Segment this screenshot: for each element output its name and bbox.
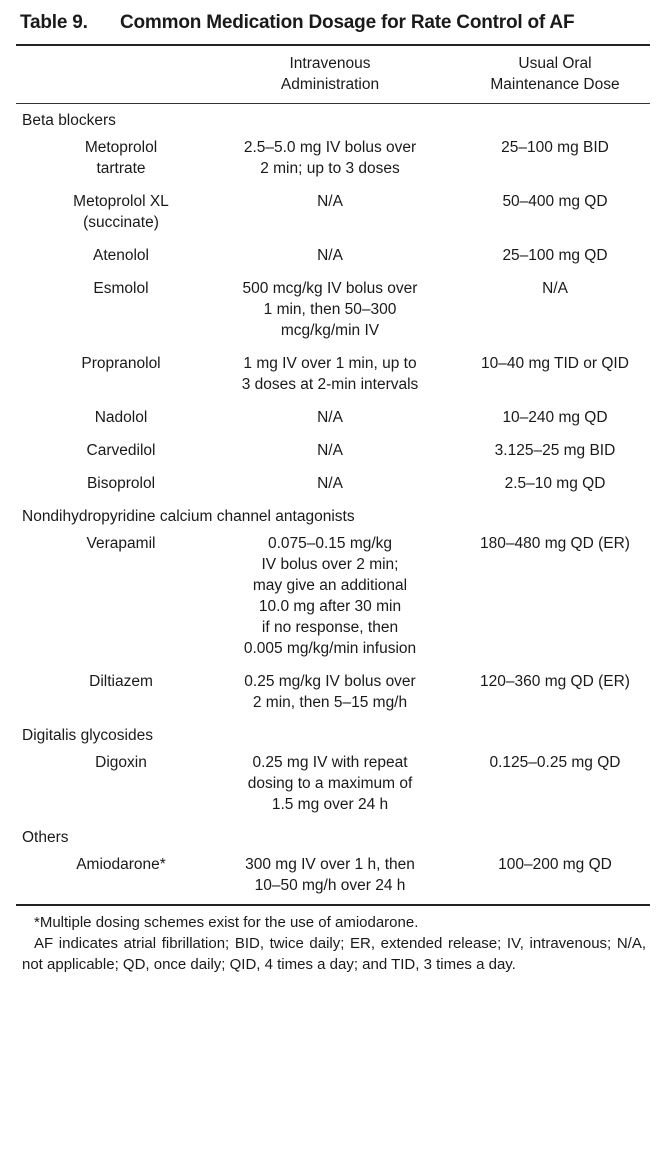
oral-dose-cell-text	[460, 533, 650, 554]
drug-name-cell	[16, 434, 200, 467]
oral-dose-cell-text	[460, 440, 650, 461]
iv-dose-cell-text	[200, 671, 460, 713]
group-row	[16, 821, 650, 852]
cell-line: 1 mg IV over 1 min, up to	[243, 355, 417, 372]
iv-dose-cell-text	[200, 191, 460, 212]
cell-line: Esmolol	[93, 280, 149, 297]
iv-dose-cell-text	[200, 245, 460, 266]
iv-dose-cell	[200, 401, 460, 434]
header-oral: Usual Oral Maintenance Dose	[490, 55, 620, 93]
iv-dose-cell-text	[200, 353, 460, 395]
cell-line: 100–200 mg QD	[498, 856, 612, 873]
oral-dose-cell	[460, 750, 650, 821]
drug-name-cell-text	[76, 854, 166, 875]
drug-name-cell-text	[81, 353, 160, 374]
oral-dose-cell	[460, 135, 650, 185]
iv-dose-cell-text	[200, 752, 460, 815]
drug-name-cell-text	[85, 137, 157, 179]
table-title	[16, 10, 650, 36]
footnote-amiodarone: *Multiple dosing schemes exist for the use of amiodarone.	[34, 914, 419, 931]
cell-line: 10–40 mg TID or QID	[481, 355, 629, 372]
oral-dose-cell	[460, 665, 650, 719]
iv-dose-cell	[200, 467, 460, 500]
cell-line: 120–360 mg QD (ER)	[480, 673, 630, 690]
drug-name-cell	[16, 135, 200, 185]
table-row	[16, 531, 650, 665]
table-row	[16, 185, 650, 239]
iv-dose-cell-text	[200, 854, 460, 896]
cell-line: Diltiazem	[89, 673, 153, 690]
oral-dose-cell	[460, 401, 650, 434]
iv-dose-cell	[200, 531, 460, 665]
drug-name-cell-text	[87, 473, 155, 494]
cell-line: Metoprolol XL	[73, 193, 169, 210]
drug-name-cell-text	[87, 440, 156, 461]
table-row	[16, 272, 650, 347]
drug-name-cell	[16, 852, 200, 902]
cell-line: 0.005 mg/kg/min infusion	[243, 640, 417, 657]
drug-name-cell	[16, 272, 200, 347]
cell-line: 1 min, then 50–300	[263, 301, 397, 318]
table-row	[16, 852, 650, 902]
drug-name-cell	[16, 239, 200, 272]
drug-name-cell-text	[73, 191, 169, 233]
cell-line: 500 mcg/kg IV bolus over	[242, 280, 418, 297]
cell-line: 2.5–5.0 mg IV bolus over	[243, 139, 417, 156]
iv-dose-cell	[200, 852, 460, 902]
group-label: Beta blockers	[22, 112, 116, 129]
cell-line: 3.125–25 mg BID	[494, 442, 616, 459]
iv-dose-cell-text	[200, 533, 460, 659]
header-row	[16, 46, 650, 103]
table-number: Table 9.	[20, 12, 88, 33]
cell-line: 0.25 mg/kg IV bolus over	[244, 673, 416, 690]
cell-line: mcg/kg/min IV	[280, 322, 380, 339]
oral-dose-cell	[460, 272, 650, 347]
cell-line: Bisoprolol	[86, 475, 156, 492]
drug-name-cell	[16, 750, 200, 821]
table-footnotes	[16, 906, 650, 975]
table-row	[16, 239, 650, 272]
dosage-table	[16, 46, 650, 902]
cell-line: 0.075–0.15 mg/kg	[267, 535, 393, 552]
oral-dose-cell-text	[460, 407, 650, 428]
drug-name-cell-text	[89, 671, 153, 692]
group-label: Others	[22, 829, 69, 846]
drug-name-cell-text	[95, 752, 147, 773]
table-body	[16, 104, 650, 902]
oral-dose-cell-text	[460, 278, 650, 299]
drug-name-cell-text	[95, 407, 148, 428]
footnote-abbreviations: AF indicates atrial fibrillation; BID, twice daily; ER, extended release; IV, intravenous; N/A, not applicable; QD, once daily; QID, 4 times a day; and TID, 3 times a day.	[22, 935, 646, 973]
cell-line: N/A	[317, 193, 343, 210]
cell-line: Atenolol	[92, 247, 149, 264]
cell-line: Propranolol	[81, 355, 161, 372]
table-row	[16, 401, 650, 434]
drug-name-cell	[16, 185, 200, 239]
header-drug	[16, 46, 200, 103]
cell-line: 2.5–10 mg QD	[504, 475, 606, 492]
oral-dose-cell	[460, 347, 650, 401]
iv-dose-cell-text	[200, 278, 460, 341]
cell-line: (succinate)	[83, 214, 159, 231]
cell-line: 25–100 mg QD	[502, 247, 608, 264]
drug-name-cell-text	[93, 245, 149, 266]
header-iv: Intravenous Administration	[280, 55, 380, 93]
table-row	[16, 750, 650, 821]
document-page	[16, 0, 650, 975]
oral-dose-cell	[460, 434, 650, 467]
group-row	[16, 500, 650, 531]
group-row	[16, 719, 650, 750]
iv-dose-cell-text	[200, 137, 460, 179]
oral-dose-cell-text	[460, 671, 650, 692]
drug-name-cell	[16, 665, 200, 719]
cell-line: 10–50 mg/h over 24 h	[254, 877, 406, 894]
cell-line: if no response, then	[261, 619, 399, 636]
table-row	[16, 347, 650, 401]
cell-line: 3 doses at 2-min intervals	[241, 376, 419, 393]
oral-dose-cell	[460, 531, 650, 665]
group-label: Digitalis glycosides	[22, 727, 153, 744]
iv-dose-cell	[200, 347, 460, 401]
cell-line: 2 min, then 5–15 mg/h	[252, 694, 408, 711]
oral-dose-cell	[460, 185, 650, 239]
oral-dose-cell-text	[460, 473, 650, 494]
cell-line: 0.125–0.25 mg QD	[489, 754, 621, 771]
iv-dose-cell	[200, 135, 460, 185]
cell-line: 0.25 mg IV with repeat	[252, 754, 408, 771]
cell-line: Digoxin	[95, 754, 147, 771]
oral-dose-cell-text	[460, 191, 650, 212]
cell-line: 180–480 mg QD (ER)	[480, 535, 630, 552]
table-row	[16, 434, 650, 467]
cell-line: N/A	[317, 442, 343, 459]
iv-dose-cell-text	[200, 473, 460, 494]
table-row	[16, 467, 650, 500]
cell-line: 1.5 mg over 24 h	[271, 796, 389, 813]
table-caption: Common Medication Dosage for Rate Control of AF	[120, 12, 575, 33]
cell-line: 10–240 mg QD	[502, 409, 608, 426]
drug-name-cell	[16, 347, 200, 401]
iv-dose-cell	[200, 434, 460, 467]
cell-line: tartrate	[96, 160, 146, 177]
cell-line: Carvedilol	[86, 442, 156, 459]
cell-line: Verapamil	[86, 535, 156, 552]
cell-line: N/A	[542, 280, 568, 297]
cell-line: may give an additional	[252, 577, 408, 594]
cell-line: N/A	[317, 409, 343, 426]
oral-dose-cell	[460, 239, 650, 272]
cell-line: dosing to a maximum of	[247, 775, 413, 792]
cell-line: N/A	[317, 247, 343, 264]
oral-dose-cell-text	[460, 752, 650, 773]
cell-line: N/A	[317, 475, 343, 492]
iv-dose-cell	[200, 665, 460, 719]
cell-line: 50–400 mg QD	[502, 193, 608, 210]
oral-dose-cell	[460, 467, 650, 500]
cell-line: Metoprolol	[84, 139, 158, 156]
group-label: Nondihydropyridine calcium channel antagonists	[22, 508, 355, 525]
table-row	[16, 665, 650, 719]
oral-dose-cell	[460, 852, 650, 902]
drug-name-cell-text	[87, 533, 156, 554]
drug-name-cell-text	[93, 278, 148, 299]
table-row	[16, 135, 650, 185]
cell-line: IV bolus over 2 min;	[261, 556, 399, 573]
iv-dose-cell-text	[200, 440, 460, 461]
cell-line: Amiodarone*	[76, 856, 166, 873]
drug-name-cell	[16, 531, 200, 665]
drug-name-cell	[16, 401, 200, 434]
cell-line: 300 mg IV over 1 h, then	[245, 856, 415, 873]
oral-dose-cell-text	[460, 353, 650, 374]
cell-line: Nadolol	[94, 409, 148, 426]
drug-name-cell	[16, 467, 200, 500]
oral-dose-cell-text	[460, 854, 650, 875]
oral-dose-cell-text	[460, 137, 650, 158]
iv-dose-cell-text	[200, 407, 460, 428]
iv-dose-cell	[200, 750, 460, 821]
iv-dose-cell	[200, 272, 460, 347]
iv-dose-cell	[200, 239, 460, 272]
oral-dose-cell-text	[460, 245, 650, 266]
group-row	[16, 104, 650, 135]
iv-dose-cell	[200, 185, 460, 239]
cell-line: 25–100 mg BID	[501, 139, 609, 156]
cell-line: 10.0 mg after 30 min	[258, 598, 402, 615]
cell-line: 2 min; up to 3 doses	[260, 160, 400, 177]
